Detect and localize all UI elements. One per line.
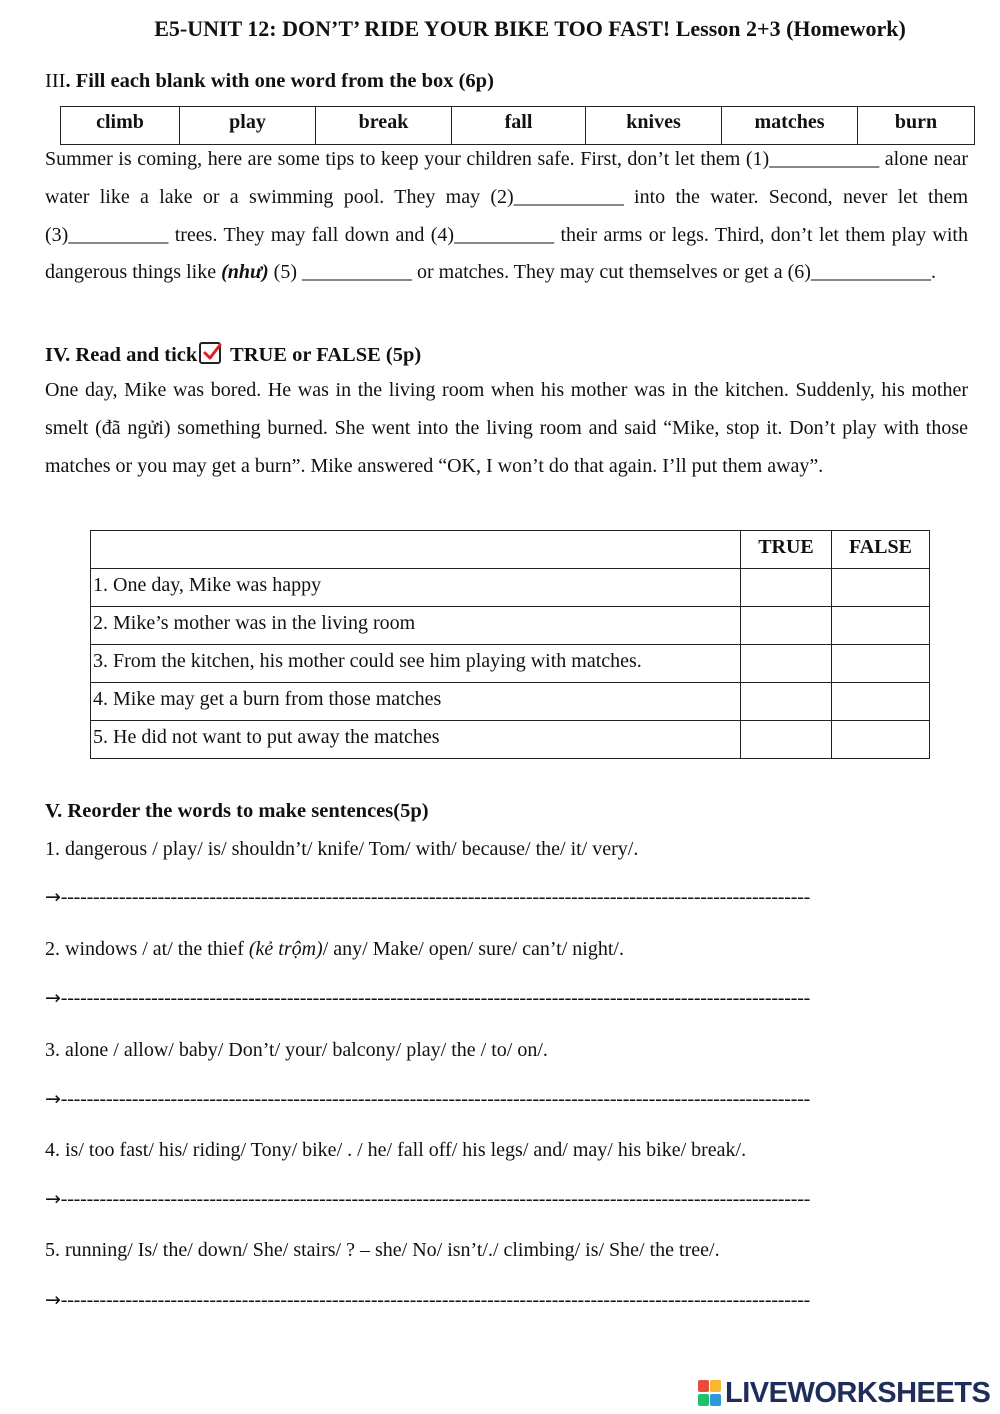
- answer-line-2[interactable]: [45, 987, 911, 1010]
- passage-text: their arms or legs. Third, don’t let them play with dangerous things like: [45, 223, 968, 284]
- statement-cell: 4. Mike may get a burn from those matches: [91, 683, 741, 721]
- checkbox-tick-icon: [199, 342, 221, 364]
- true-false-table: [90, 530, 930, 759]
- section-3-roman: III: [45, 70, 66, 92]
- word-box-item: play: [180, 107, 316, 145]
- true-tick-cell[interactable]: [741, 683, 832, 721]
- answer-line-4[interactable]: [45, 1188, 911, 1211]
- statement-header-cell: [91, 531, 741, 569]
- statement-cell: 3. From the kitchen, his mother could see him playing with matches.: [91, 645, 741, 683]
- word-box-item: fall: [452, 107, 586, 145]
- section-4-heading: [45, 342, 421, 367]
- answer-line-1[interactable]: [45, 886, 920, 909]
- table-row: [91, 645, 930, 683]
- table-row: [91, 683, 930, 721]
- answer-dashes: --------------------------------------------------------------------------------------------------------------------: [60, 886, 811, 908]
- liveworksheets-logo-text: LIVEWORKSHEETS: [725, 1376, 991, 1409]
- arrow-right-icon: →: [45, 987, 61, 1009]
- false-tick-cell[interactable]: [832, 569, 930, 607]
- passage-text: trees. They may fall down and (4): [168, 223, 455, 246]
- word-box-item: break: [316, 107, 452, 145]
- false-tick-cell[interactable]: [832, 645, 930, 683]
- word-box-item: knives: [586, 107, 722, 145]
- false-tick-cell[interactable]: [832, 683, 930, 721]
- section-3-heading-text: . Fill each blank with one word from the box (6p): [65, 70, 494, 92]
- reorder-item-2: [45, 938, 624, 961]
- reorder-item-3: [45, 1039, 548, 1062]
- answer-line-3[interactable]: [45, 1088, 911, 1111]
- blank-5-input[interactable]: ___________: [301, 261, 412, 284]
- false-column-header: FALSE: [832, 531, 930, 569]
- passage-text: into the water. Second, never let them (3): [45, 185, 969, 246]
- word-box-item: burn: [858, 107, 975, 145]
- answer-dashes: --------------------------------------------------------------------------------------------------------------------: [60, 1088, 811, 1110]
- section-4-heading-text: IV. Read and tick: [45, 344, 198, 366]
- blank-2-input[interactable]: ___________: [513, 185, 624, 208]
- true-tick-cell[interactable]: [741, 645, 832, 683]
- word-box-item: matches: [722, 107, 858, 145]
- section-3-heading: [45, 70, 494, 93]
- reorder-words-cont: / any/ Make/ open/ sure/ can’t/ night/.: [322, 938, 624, 960]
- fill-blank-passage: [45, 141, 968, 292]
- blank-3-input[interactable]: __________: [68, 223, 169, 246]
- statement-cell: 2. Mike’s mother was in the living room: [91, 607, 741, 645]
- reorder-words: 4. is/ too fast/ his/ riding/ Tony/ bike/ . / he/ fall off/ his legs/ and/ may/ his bike/ break/.: [45, 1139, 747, 1161]
- page-title: E5-UNIT 12: DON’T’ RIDE YOUR BIKE TOO FAST! Lesson 2+3 (Homework): [154, 16, 906, 41]
- blank-4-input[interactable]: __________: [454, 223, 555, 246]
- liveworksheets-logo: [697, 1376, 995, 1410]
- reorder-words: 3. alone / allow/ baby/ Don’t/ your/ balcony/ play/ the / to/ on/.: [45, 1039, 548, 1061]
- passage-text: alone near water like a lake or a swimming pool. They may (2): [45, 148, 968, 208]
- word-box-item: climb: [61, 107, 180, 145]
- reorder-words: 2. windows / at/ the thief: [45, 938, 249, 960]
- answer-line-5[interactable]: [45, 1289, 911, 1312]
- passage-text: Summer is coming, here are some tips to keep your children safe. First, don’t let them (1): [45, 148, 770, 170]
- word-box: [60, 106, 975, 145]
- true-tick-cell[interactable]: [741, 721, 832, 759]
- reorder-item-1: [45, 838, 638, 861]
- reorder-item-5: [45, 1239, 720, 1262]
- reorder-words: 1. dangerous / play/ is/ shouldn’t/ knife/ Tom/ with/ because/ the/ it/ very/.: [45, 838, 639, 860]
- passage-text: (5): [268, 261, 302, 284]
- table-header-row: [91, 531, 930, 569]
- liveworksheets-logo-icon: [697, 1378, 723, 1408]
- arrow-right-icon: →: [45, 1289, 61, 1311]
- blank-1-input[interactable]: ___________: [769, 148, 880, 170]
- passage-text: or matches. They may cut themselves or get a (6): [411, 261, 811, 284]
- vietnamese-gloss: (như): [221, 261, 269, 284]
- answer-dashes: --------------------------------------------------------------------------------------------------------------------: [60, 1188, 811, 1210]
- statement-cell: 5. He did not want to put away the matches: [91, 721, 741, 759]
- reorder-words: 5. running/ Is/ the/ down/ She/ stairs/ ? – she/ No/ isn’t/./ climbing/ is/ She/ the tree/.: [45, 1239, 720, 1261]
- reorder-item-4: [45, 1139, 746, 1162]
- vietnamese-gloss: (kẻ trộm): [248, 938, 323, 960]
- table-row: [91, 721, 930, 759]
- answer-dashes: --------------------------------------------------------------------------------------------------------------------: [60, 987, 811, 1009]
- table-row: [91, 607, 930, 645]
- arrow-right-icon: →: [45, 886, 61, 908]
- table-row: [91, 569, 930, 607]
- false-tick-cell[interactable]: [832, 607, 930, 645]
- arrow-right-icon: →: [45, 1188, 61, 1210]
- true-tick-cell[interactable]: [741, 569, 832, 607]
- true-tick-cell[interactable]: [741, 607, 832, 645]
- section-4-heading-text-2: TRUE or FALSE (5p): [225, 344, 422, 366]
- blank-6-input[interactable]: ____________: [810, 261, 931, 284]
- true-column-header: TRUE: [741, 531, 832, 569]
- arrow-right-icon: →: [45, 1088, 61, 1110]
- statement-cell: 1. One day, Mike was happy: [91, 569, 741, 607]
- false-tick-cell[interactable]: [832, 721, 930, 759]
- section-5-heading: V. Reorder the words to make sentences(5p): [45, 800, 429, 822]
- answer-dashes: --------------------------------------------------------------------------------------------------------------------: [60, 1289, 811, 1311]
- reading-passage: One day, Mike was bored. He was in the living room when his mother was in the kitchen. Suddenly, his mother smelt (đã ngửi) something burned. She went into the living room and said “Mike, stop it. Don’t play with those matches or you may get a burn”. Mike answered “OK, I won’t do that again. I’ll put them away”.: [45, 379, 968, 477]
- passage-text: .: [930, 261, 936, 284]
